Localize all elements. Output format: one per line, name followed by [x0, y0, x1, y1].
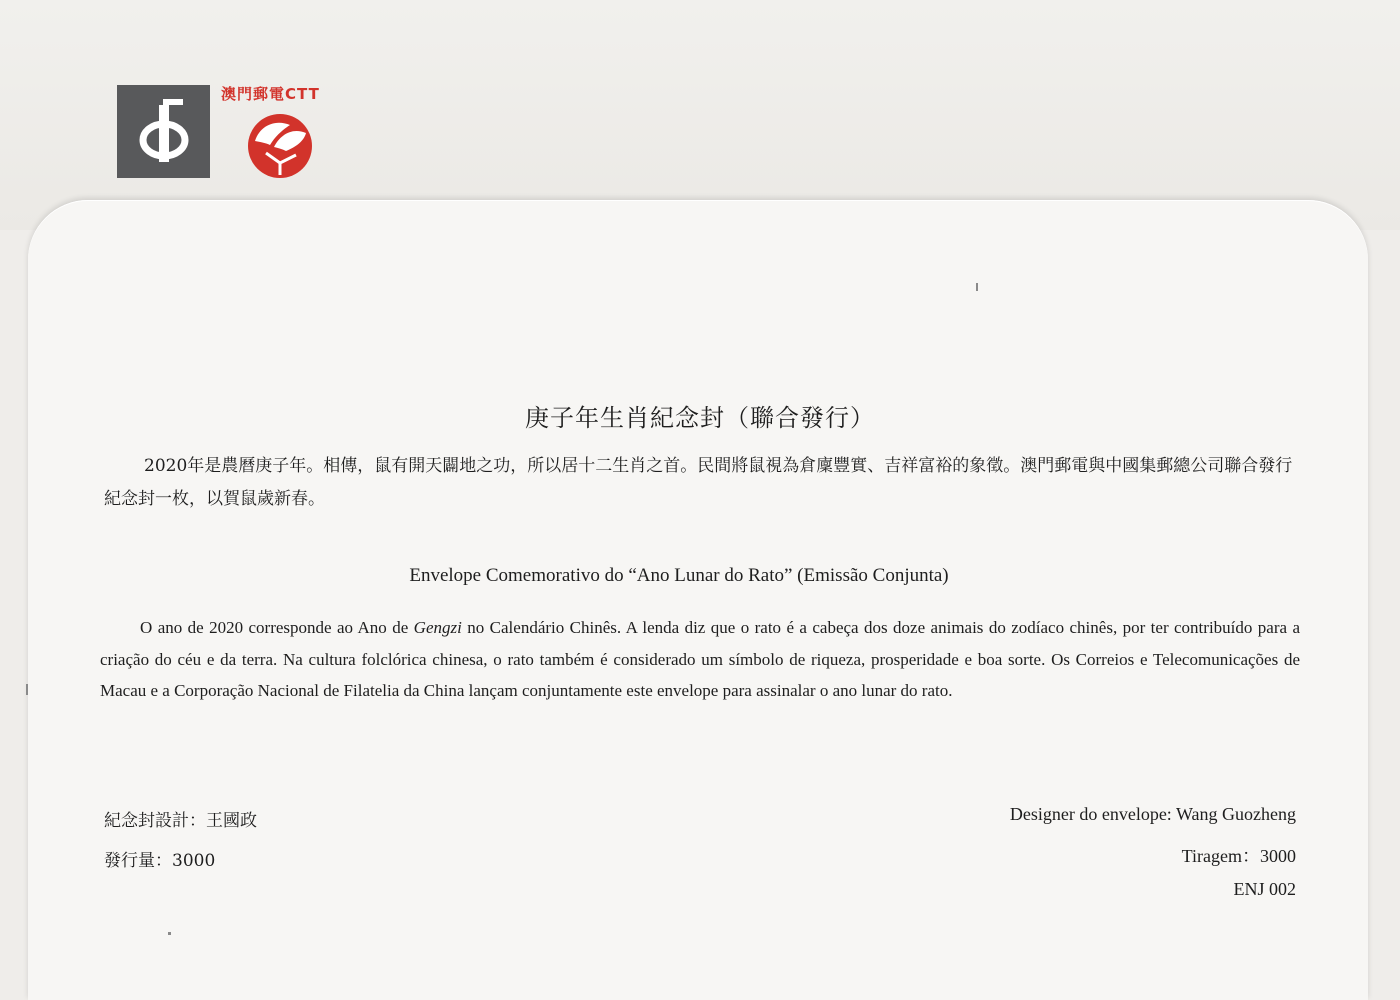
portuguese-body-part: no Calendário Chinês. A lenda diz que o rato é a cabeça dos doze animais do zodíaco chinês, por ter contribuído para a criação do céu e da terra. Na cultura folclórica chinesa, o rato também é considerado um símbolo de riqueza, prosperidade e boa sorte. Os Correios e Telecomunicações de Macau e a Corporação Nacional de Filatelia da China lançam conjuntamente este envelope para assinalar o ano lunar do rato.: [100, 618, 1301, 700]
ctt-emblem-icon: [246, 113, 314, 179]
designer-credit-pt: Designer do envelope: Wang Guozheng: [1009, 804, 1296, 824]
envelope-back: [0, 0, 1400, 230]
envelope-flap: [28, 200, 1368, 1000]
designer-credit-zh: 紀念封設計：王國政: [104, 811, 257, 831]
issue-quantity-pt: Tiragem：3000: [1181, 846, 1296, 866]
paper-speck: [168, 932, 171, 935]
portuguese-title: Envelope Comemorativo do “Ano Lunar do Rato” (Emissão Conjunta): [409, 565, 949, 586]
chinese-title: 庚子年生肖紀念封（聯合發行）: [525, 404, 875, 432]
envelope-code: ENJ 002: [1233, 879, 1296, 899]
issue-quantity-zh: 發行量：3000: [104, 851, 216, 871]
paper-speck: [976, 283, 978, 291]
phi-icon: [117, 85, 210, 178]
portuguese-body: [100, 612, 1300, 707]
paper-speck: [26, 684, 28, 695]
ctt-brand-name: 澳門郵電CTT: [221, 85, 320, 103]
chinese-body: 2020年是農曆庚子年。相傳，鼠有開天闢地之功，所以居十二生肖之首。民間將鼠視為倉廩豐實、吉祥富裕的象徵。澳門郵電與中國集郵總公司聯合發行紀念封一枚，以賀鼠歲新春。: [104, 456, 1293, 509]
portuguese-body-part: O ano de 2020 corresponde ao Ano de: [140, 618, 414, 637]
macau-post-logo: [117, 85, 210, 178]
portuguese-body-italic: Gengzi: [413, 618, 462, 637]
